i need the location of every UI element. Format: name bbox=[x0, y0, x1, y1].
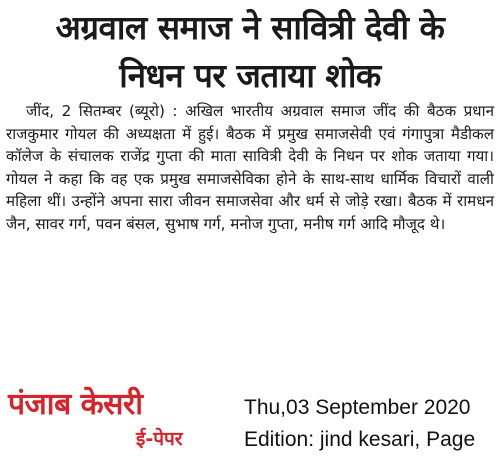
epaper-label: ई-पेपर bbox=[136, 428, 183, 450]
headline-line-2: निधन पर जताया शोक bbox=[119, 56, 381, 95]
article-body: जींद, 2 सितम्बर (ब्यूरो) : अखिल भारतीय अग्रवाल समाज जींद की बैठक प्रधान राजकुमार गोयल की अध्यक्षता में हुई। बैठक में प्रमुख समाजसेवी एवं गंगापुत्रा मैडीकल कॉलेज के संचालक राजेंद्र गुप्ता की माता सावित्री देवी के निधन पर शोक जताया गया। गोयल ने कहा कि वह एक प्रमुख समाजसेविका होने के साथ-साथ धार्मिक विचारों वाली महिला थीं। उन्होंने अपना सारा जीवन समाजसेवा और धर्म से जोड़े रखा। बैठक में रामधन जैन, सावर गर्ग, पवन बंसल, सुभाष गर्ग, मनोज गुप्ता, मनीष गर्ग आदि मौजूद थे। bbox=[6, 102, 494, 233]
epaper-footer bbox=[0, 385, 500, 465]
headline-line-1: अग्रवाल समाज ने सावित्री देवी के bbox=[55, 8, 445, 47]
edition-info: Edition: jind kesari, Page bbox=[244, 428, 476, 451]
punjab-kesari-logo: पंजाब केसरी bbox=[8, 387, 143, 422]
publication-date: Thu,03 September 2020 bbox=[244, 396, 471, 419]
